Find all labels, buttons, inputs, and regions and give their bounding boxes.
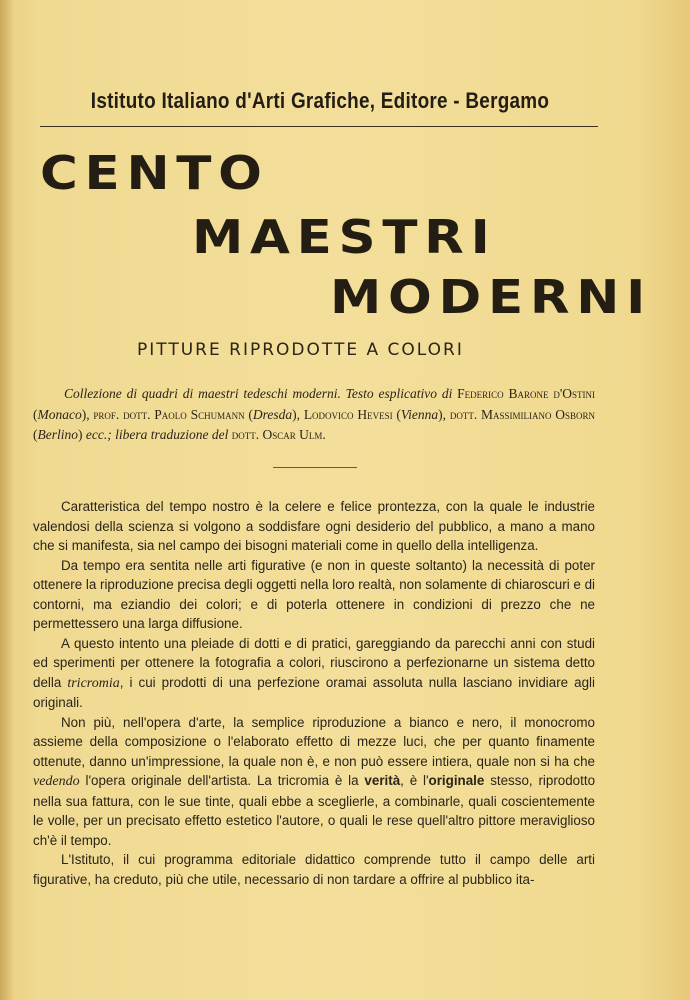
section-divider [273, 467, 357, 468]
intro-city-2: Dresda [252, 406, 293, 422]
p4-part-a: Non più, nell'opera d'arte, la semplice riproduzione a bianco e nero, il monocromo assieme della composizione o l'elaborato effetto di mezze luci, che per quanto finamente ottenute, danno un'impressione, la quale non è, e non può essere intiera, quale non si ha che [33, 714, 595, 769]
body-text [33, 497, 595, 889]
title-line-1: CENTO [40, 146, 269, 200]
p4-bold-2: originale [428, 773, 485, 788]
intro-author-3: Lodovico Hevesi [303, 406, 393, 422]
p4-bold-1: verità [364, 773, 401, 788]
intro-city-4: Berlino [37, 427, 78, 442]
body-paragraph-4 [33, 713, 595, 851]
body-paragraph-5: L'Istituto, il cui programma editoriale didattico comprende tutto il campo delle arti figurative, ha creduto, più che utile, necessario di non tardare a offrire al pubblico ita- [33, 852, 595, 887]
intro-title-5: dott. [231, 427, 260, 442]
intro-city-1: Monaco [37, 406, 82, 422]
body-paragraph-3 [33, 634, 595, 713]
intro-title-4: dott. [449, 406, 478, 422]
title-line-3: MODERNI [330, 270, 653, 324]
intro-author-5: Oscar Ulm. [262, 427, 326, 442]
body-paragraph-1: Caratteristica del tempo nostro è la celere e felice prontezza, con la quale le industrie valendosi della scienza si volgono a soddisfare ogni desiderio del pubblico, a mano a mano che si manifesta, sia nel campo dei bisogni materiali come in quello della intelligenza. [33, 499, 595, 553]
subtitle: PITTURE RIPRODOTTE A COLORI [137, 340, 464, 360]
page-edge-shadow [0, 0, 14, 1000]
p4-italic: vedendo [33, 774, 80, 789]
intro-lead: Collezione di quadri di maestri tedeschi moderni. Testo esplicativo di [64, 386, 453, 401]
p4-part-b: l'opera originale dell'artista. La tricromia è la [85, 773, 359, 788]
body-paragraph-2: Da tempo era sentita nelle arti figurative (e non in queste soltanto) la necessità di poter ottenere la riproduzione precisa degli oggetti nella loro realtà, non solamente di chiaroscuri e di contorni, ma eziandio dei colori; e di poterla ottenere in condizioni di prezzo che ne permettessero una larga diffusione. [33, 557, 595, 631]
intro-author-2: Paolo Schumann [154, 406, 245, 422]
intro-etc: ecc.; libera traduzione del [85, 427, 229, 442]
p3-part-b: , i cui prodotti di una perfezione oramai assoluta nulla lasciano invidiare agli originali. [33, 674, 595, 710]
intro-city-3: Vienna [400, 406, 439, 422]
header-rule [40, 126, 598, 127]
p4-part-d: stesso, riprodotto nella sua fattura, con le sue tinte, quali ebbe a sceglierle, a combinarle, quali coscientemente le volle, per un precisato effetto estetico l'autore, o quali le rese quell'altro pittore meraviglioso ch'è il tempo. [33, 773, 596, 848]
intro-paragraph: Collezione di quadri di maestri tedeschi moderni. Testo esplicativo di Federico Barone d'Ostini (Monaco), prof. dott. Paolo Schumann (Dresda), Lodovico Hevesi (Vienna), dott. Massimiliano Osborn (Berlino) ecc.; libera traduzione del dott. Oscar Ulm. [33, 386, 596, 442]
p3-italic: tricromia [67, 675, 120, 691]
p4-part-c: , è l' [400, 773, 429, 788]
intro-title-2: prof. dott. [93, 406, 151, 422]
intro-author-4: Massimiliano Osborn [481, 406, 596, 422]
publisher-header: Istituto Italiano d'Arti Grafiche, Editore - Bergamo [90, 88, 550, 113]
title-line-2: MAESTRI [192, 210, 497, 264]
intro-author-1: Federico Barone d'Ostini [457, 386, 596, 401]
p3-part-a: A questo intento una pleiade di dotti e di pratici, gareggiando da parecchi anni con studi ed sperimenti per ottenere la fotografia a colori, riuscirono a perfezionarne un sistema detto della [33, 635, 595, 690]
